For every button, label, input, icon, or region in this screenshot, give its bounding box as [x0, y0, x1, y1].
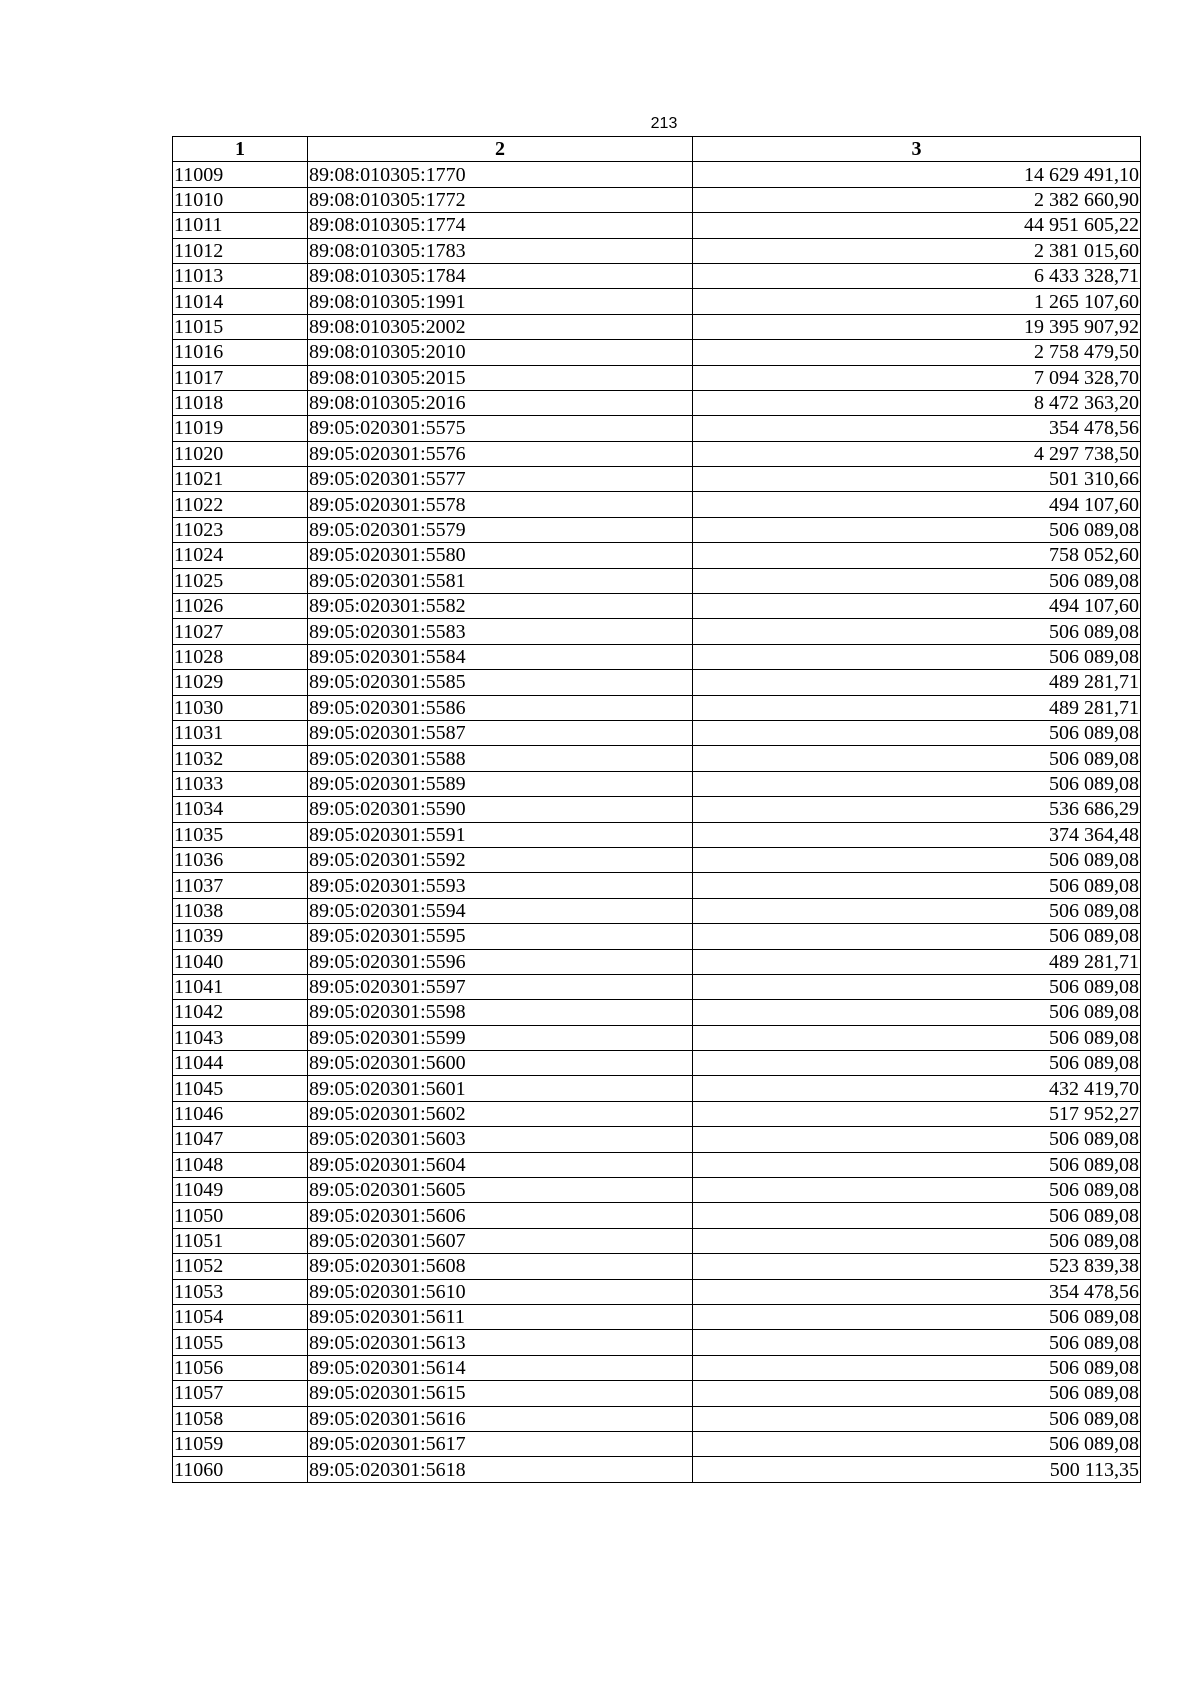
table-row	[173, 873, 1141, 898]
value-cell: 506 089,08	[693, 1406, 1141, 1431]
table-row	[173, 594, 1141, 619]
value-cell: 506 089,08	[693, 1025, 1141, 1050]
row-number-cell: 11044	[173, 1051, 308, 1076]
value-cell: 500 113,35	[693, 1457, 1141, 1482]
registry-table	[172, 136, 1141, 1483]
cadastral-number-cell: 89:05:020301:5595	[308, 924, 693, 949]
row-number-cell: 11059	[173, 1431, 308, 1456]
value-cell: 432 419,70	[693, 1076, 1141, 1101]
table-row	[173, 1304, 1141, 1329]
table-row	[173, 1203, 1141, 1228]
value-cell: 506 089,08	[693, 771, 1141, 796]
value-cell: 536 686,29	[693, 797, 1141, 822]
table-row	[173, 390, 1141, 415]
table-row	[173, 263, 1141, 288]
row-number-cell: 11028	[173, 644, 308, 669]
table-row	[173, 644, 1141, 669]
cadastral-number-cell: 89:08:010305:1784	[308, 263, 693, 288]
cadastral-number-cell: 89:05:020301:5604	[308, 1152, 693, 1177]
cadastral-number-cell: 89:08:010305:1772	[308, 187, 693, 212]
value-cell: 506 089,08	[693, 1203, 1141, 1228]
cadastral-number-cell: 89:05:020301:5584	[308, 644, 693, 669]
value-cell: 19 395 907,92	[693, 314, 1141, 339]
row-number-cell: 11047	[173, 1127, 308, 1152]
table-row	[173, 797, 1141, 822]
row-number-cell: 11014	[173, 289, 308, 314]
cadastral-number-cell: 89:05:020301:5585	[308, 670, 693, 695]
cadastral-number-cell: 89:05:020301:5610	[308, 1279, 693, 1304]
row-number-cell: 11056	[173, 1355, 308, 1380]
row-number-cell: 11027	[173, 619, 308, 644]
cadastral-number-cell: 89:05:020301:5616	[308, 1406, 693, 1431]
table-row	[173, 1152, 1141, 1177]
table-row	[173, 340, 1141, 365]
cadastral-number-cell: 89:08:010305:2016	[308, 390, 693, 415]
row-number-cell: 11049	[173, 1178, 308, 1203]
value-cell: 374 364,48	[693, 822, 1141, 847]
value-cell: 44 951 605,22	[693, 213, 1141, 238]
value-cell: 6 433 328,71	[693, 263, 1141, 288]
table-row	[173, 619, 1141, 644]
table-row	[173, 416, 1141, 441]
row-number-cell: 11057	[173, 1381, 308, 1406]
value-cell: 506 089,08	[693, 746, 1141, 771]
value-cell: 506 089,08	[693, 568, 1141, 593]
table-row	[173, 543, 1141, 568]
cadastral-number-cell: 89:05:020301:5600	[308, 1051, 693, 1076]
row-number-cell: 11037	[173, 873, 308, 898]
value-cell: 506 089,08	[693, 517, 1141, 542]
value-cell: 506 089,08	[693, 619, 1141, 644]
table-row	[173, 949, 1141, 974]
table-row	[173, 1178, 1141, 1203]
cadastral-number-cell: 89:05:020301:5602	[308, 1101, 693, 1126]
table-row	[173, 492, 1141, 517]
cadastral-number-cell: 89:05:020301:5587	[308, 720, 693, 745]
table-row	[173, 314, 1141, 339]
value-cell: 506 089,08	[693, 644, 1141, 669]
row-number-cell: 11040	[173, 949, 308, 974]
table-row	[173, 924, 1141, 949]
cadastral-number-cell: 89:05:020301:5596	[308, 949, 693, 974]
value-cell: 489 281,71	[693, 949, 1141, 974]
row-number-cell: 11022	[173, 492, 308, 517]
cadastral-number-cell: 89:05:020301:5614	[308, 1355, 693, 1380]
cadastral-number-cell: 89:05:020301:5598	[308, 1000, 693, 1025]
row-number-cell: 11052	[173, 1254, 308, 1279]
cadastral-number-cell: 89:05:020301:5576	[308, 441, 693, 466]
row-number-cell: 11024	[173, 543, 308, 568]
table-row	[173, 847, 1141, 872]
cadastral-number-cell: 89:08:010305:1774	[308, 213, 693, 238]
row-number-cell: 11036	[173, 847, 308, 872]
table-row	[173, 695, 1141, 720]
cadastral-number-cell: 89:05:020301:5581	[308, 568, 693, 593]
value-cell: 506 089,08	[693, 873, 1141, 898]
value-cell: 4 297 738,50	[693, 441, 1141, 466]
row-number-cell: 11041	[173, 974, 308, 999]
cadastral-number-cell: 89:05:020301:5579	[308, 517, 693, 542]
cadastral-number-cell: 89:05:020301:5599	[308, 1025, 693, 1050]
table-row	[173, 1254, 1141, 1279]
row-number-cell: 11053	[173, 1279, 308, 1304]
row-number-cell: 11029	[173, 670, 308, 695]
table-row	[173, 213, 1141, 238]
value-cell: 506 089,08	[693, 1228, 1141, 1253]
table-row	[173, 1330, 1141, 1355]
cadastral-number-cell: 89:08:010305:2015	[308, 365, 693, 390]
cadastral-number-cell: 89:05:020301:5594	[308, 898, 693, 923]
cadastral-number-cell: 89:05:020301:5593	[308, 873, 693, 898]
row-number-cell: 11046	[173, 1101, 308, 1126]
value-cell: 2 381 015,60	[693, 238, 1141, 263]
value-cell: 2 758 479,50	[693, 340, 1141, 365]
value-cell: 517 952,27	[693, 1101, 1141, 1126]
row-number-cell: 11048	[173, 1152, 308, 1177]
value-cell: 489 281,71	[693, 670, 1141, 695]
table-row	[173, 238, 1141, 263]
row-number-cell: 11032	[173, 746, 308, 771]
value-cell: 506 089,08	[693, 1178, 1141, 1203]
table-row	[173, 467, 1141, 492]
cadastral-number-cell: 89:05:020301:5592	[308, 847, 693, 872]
row-number-cell: 11023	[173, 517, 308, 542]
row-number-cell: 11017	[173, 365, 308, 390]
cadastral-number-cell: 89:05:020301:5597	[308, 974, 693, 999]
table-row	[173, 974, 1141, 999]
cadastral-number-cell: 89:05:020301:5618	[308, 1457, 693, 1482]
row-number-cell: 11030	[173, 695, 308, 720]
row-number-cell: 11012	[173, 238, 308, 263]
row-number-cell: 11033	[173, 771, 308, 796]
table-row	[173, 1228, 1141, 1253]
value-cell: 506 089,08	[693, 898, 1141, 923]
page-number: 213	[650, 115, 678, 132]
cadastral-number-cell: 89:05:020301:5613	[308, 1330, 693, 1355]
row-number-cell: 11019	[173, 416, 308, 441]
value-cell: 506 089,08	[693, 1127, 1141, 1152]
table-row	[173, 746, 1141, 771]
cadastral-number-cell: 89:05:020301:5615	[308, 1381, 693, 1406]
value-cell: 506 089,08	[693, 974, 1141, 999]
cadastral-number-cell: 89:05:020301:5588	[308, 746, 693, 771]
value-cell: 354 478,56	[693, 1279, 1141, 1304]
row-number-cell: 11058	[173, 1406, 308, 1431]
row-number-cell: 11042	[173, 1000, 308, 1025]
cadastral-number-cell: 89:08:010305:2002	[308, 314, 693, 339]
row-number-cell: 11055	[173, 1330, 308, 1355]
row-number-cell: 11050	[173, 1203, 308, 1228]
cadastral-number-cell: 89:05:020301:5606	[308, 1203, 693, 1228]
row-number-cell: 11045	[173, 1076, 308, 1101]
table-row	[173, 1000, 1141, 1025]
table-row	[173, 365, 1141, 390]
row-number-cell: 11054	[173, 1304, 308, 1329]
column-header-1: 1	[173, 137, 308, 162]
cadastral-number-cell: 89:08:010305:1783	[308, 238, 693, 263]
table-row	[173, 1051, 1141, 1076]
cadastral-number-cell: 89:05:020301:5575	[308, 416, 693, 441]
cadastral-number-cell: 89:05:020301:5590	[308, 797, 693, 822]
row-number-cell: 11025	[173, 568, 308, 593]
value-cell: 506 089,08	[693, 1152, 1141, 1177]
value-cell: 506 089,08	[693, 1355, 1141, 1380]
table-row	[173, 1381, 1141, 1406]
value-cell: 14 629 491,10	[693, 162, 1141, 187]
cadastral-number-cell: 89:08:010305:1991	[308, 289, 693, 314]
cadastral-number-cell: 89:05:020301:5589	[308, 771, 693, 796]
row-number-cell: 11043	[173, 1025, 308, 1050]
cadastral-number-cell: 89:05:020301:5583	[308, 619, 693, 644]
cadastral-number-cell: 89:05:020301:5607	[308, 1228, 693, 1253]
table-row	[173, 1127, 1141, 1152]
cadastral-number-cell: 89:05:020301:5577	[308, 467, 693, 492]
row-number-cell: 11021	[173, 467, 308, 492]
value-cell: 1 265 107,60	[693, 289, 1141, 314]
row-number-cell: 11011	[173, 213, 308, 238]
cadastral-number-cell: 89:05:020301:5578	[308, 492, 693, 517]
value-cell: 506 089,08	[693, 1000, 1141, 1025]
row-number-cell: 11031	[173, 720, 308, 745]
row-number-cell: 11015	[173, 314, 308, 339]
row-number-cell: 11016	[173, 340, 308, 365]
row-number-cell: 11039	[173, 924, 308, 949]
cadastral-number-cell: 89:05:020301:5591	[308, 822, 693, 847]
table-row	[173, 1076, 1141, 1101]
table-row	[173, 568, 1141, 593]
table-row	[173, 441, 1141, 466]
row-number-cell: 11038	[173, 898, 308, 923]
table-row	[173, 720, 1141, 745]
cadastral-number-cell: 89:08:010305:2010	[308, 340, 693, 365]
table-body	[173, 162, 1141, 1482]
value-cell: 506 089,08	[693, 1051, 1141, 1076]
value-cell: 758 052,60	[693, 543, 1141, 568]
cadastral-number-cell: 89:05:020301:5611	[308, 1304, 693, 1329]
value-cell: 2 382 660,90	[693, 187, 1141, 212]
value-cell: 7 094 328,70	[693, 365, 1141, 390]
table-row	[173, 1025, 1141, 1050]
value-cell: 506 089,08	[693, 1381, 1141, 1406]
column-header-3: 3	[693, 137, 1141, 162]
row-number-cell: 11060	[173, 1457, 308, 1482]
table-row	[173, 1101, 1141, 1126]
table-row	[173, 1457, 1141, 1482]
table-row	[173, 670, 1141, 695]
row-number-cell: 11035	[173, 822, 308, 847]
value-cell: 506 089,08	[693, 1431, 1141, 1456]
table-row	[173, 289, 1141, 314]
table-row	[173, 162, 1141, 187]
value-cell: 506 089,08	[693, 720, 1141, 745]
value-cell: 494 107,60	[693, 492, 1141, 517]
value-cell: 506 089,08	[693, 924, 1141, 949]
value-cell: 489 281,71	[693, 695, 1141, 720]
value-cell: 8 472 363,20	[693, 390, 1141, 415]
row-number-cell: 11026	[173, 594, 308, 619]
value-cell: 506 089,08	[693, 1330, 1141, 1355]
cadastral-number-cell: 89:05:020301:5603	[308, 1127, 693, 1152]
table-row	[173, 1431, 1141, 1456]
table-row	[173, 898, 1141, 923]
cadastral-number-cell: 89:08:010305:1770	[308, 162, 693, 187]
table-row	[173, 822, 1141, 847]
table-row	[173, 1355, 1141, 1380]
table-header-row	[173, 137, 1141, 162]
row-number-cell: 11034	[173, 797, 308, 822]
value-cell: 506 089,08	[693, 847, 1141, 872]
value-cell: 494 107,60	[693, 594, 1141, 619]
row-number-cell: 11051	[173, 1228, 308, 1253]
value-cell: 506 089,08	[693, 1304, 1141, 1329]
cadastral-number-cell: 89:05:020301:5605	[308, 1178, 693, 1203]
row-number-cell: 11009	[173, 162, 308, 187]
value-cell: 501 310,66	[693, 467, 1141, 492]
table-row	[173, 517, 1141, 542]
table-row	[173, 771, 1141, 796]
table-row	[173, 1406, 1141, 1431]
row-number-cell: 11010	[173, 187, 308, 212]
cadastral-number-cell: 89:05:020301:5582	[308, 594, 693, 619]
row-number-cell: 11018	[173, 390, 308, 415]
value-cell: 354 478,56	[693, 416, 1141, 441]
cadastral-number-cell: 89:05:020301:5586	[308, 695, 693, 720]
cadastral-number-cell: 89:05:020301:5601	[308, 1076, 693, 1101]
column-header-2: 2	[308, 137, 693, 162]
value-cell: 523 839,38	[693, 1254, 1141, 1279]
row-number-cell: 11013	[173, 263, 308, 288]
cadastral-number-cell: 89:05:020301:5617	[308, 1431, 693, 1456]
table-row	[173, 187, 1141, 212]
cadastral-number-cell: 89:05:020301:5580	[308, 543, 693, 568]
row-number-cell: 11020	[173, 441, 308, 466]
cadastral-number-cell: 89:05:020301:5608	[308, 1254, 693, 1279]
table-row	[173, 1279, 1141, 1304]
